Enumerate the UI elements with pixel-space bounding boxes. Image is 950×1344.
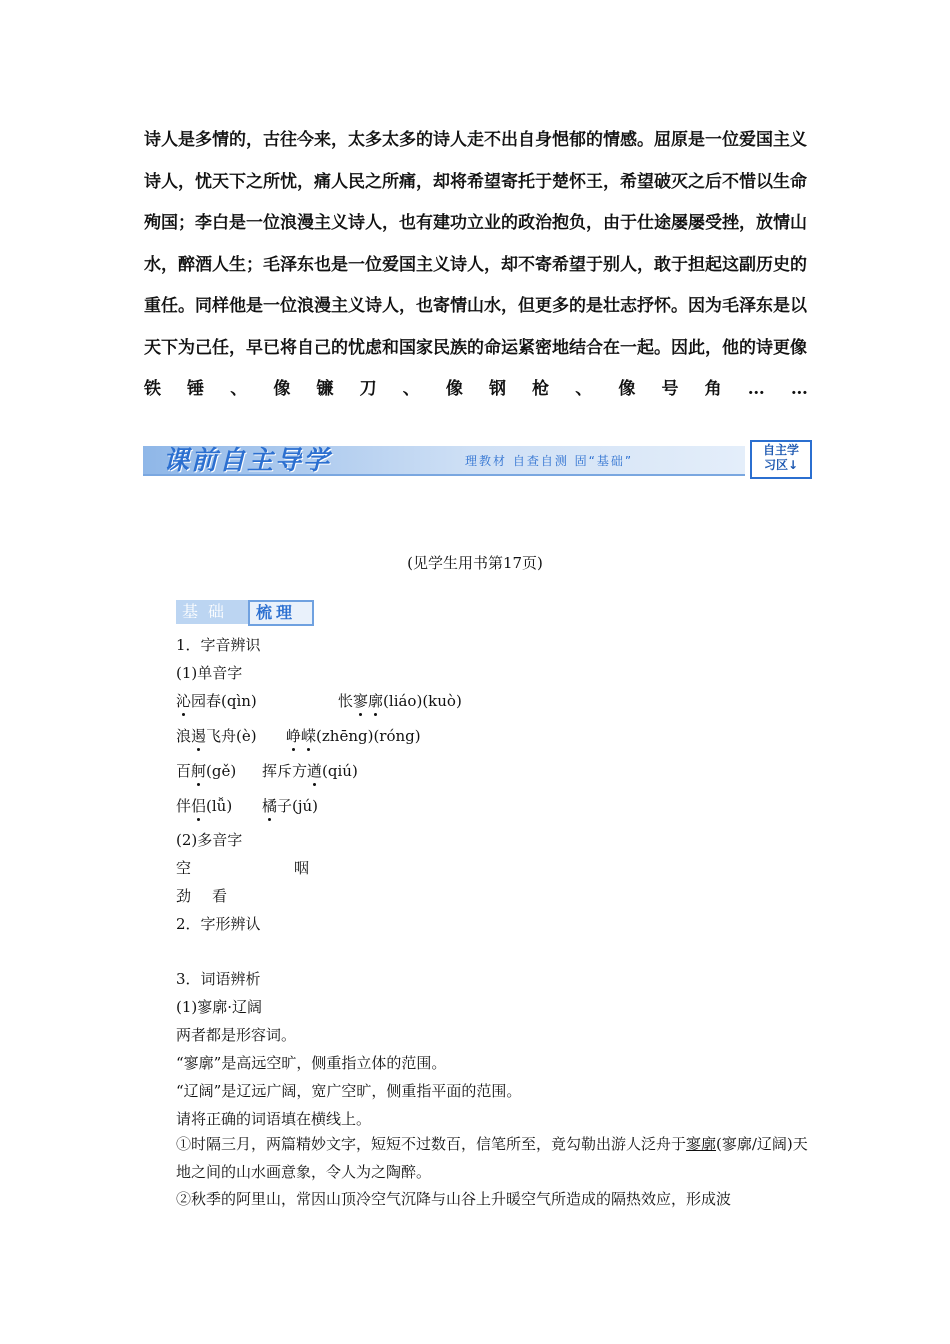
dotted-char: 橘 bbox=[262, 797, 278, 815]
text: 伴 bbox=[176, 797, 192, 815]
poly-char: 空 bbox=[176, 859, 192, 877]
pron-row bbox=[338, 690, 462, 711]
dotted-char: 寥 bbox=[353, 692, 369, 710]
text: (gě) bbox=[206, 762, 237, 780]
dotted-char: 遒 bbox=[307, 762, 323, 780]
intro-last-line bbox=[144, 369, 808, 411]
paragraph: 两者都是形容词。 bbox=[176, 1026, 297, 1044]
banner-title: 课前自主导学 bbox=[163, 446, 332, 476]
text: ①时隔三月，两篇精妙文字，短短不过数百，信笔所至，竟勾勒出游人泛舟于 bbox=[176, 1135, 687, 1153]
char: 枪 bbox=[532, 379, 550, 399]
banner-subtitle: 理教材 自查自测 固“基础” bbox=[465, 454, 634, 468]
char: 号 bbox=[661, 379, 679, 399]
text: 园春(qìn) bbox=[191, 692, 257, 710]
badge-line: 习区↓ bbox=[763, 458, 799, 472]
badge-line: 自主学 bbox=[762, 443, 799, 457]
subheading: (2)多音字 bbox=[176, 831, 243, 849]
char: 刀 bbox=[359, 379, 377, 399]
intro-line: 殉国；李白是一位浪漫主义诗人，也有建功立业的政治抱负，由于仕途屡屡受挫，放情山 bbox=[144, 213, 807, 233]
char: 、 bbox=[575, 379, 593, 399]
char: 像 bbox=[445, 379, 463, 399]
label-part1: 基础 bbox=[176, 600, 254, 624]
paragraph: “寥廓”是高远空旷，侧重指立体的范围。 bbox=[176, 1054, 447, 1072]
question-2: ②秋季的阿里山，常因山顶冷空气沉降与山谷上升暖空气所造成的隔热效应，形成波 bbox=[176, 1190, 732, 1208]
char: 像 bbox=[618, 379, 636, 399]
section-label bbox=[176, 600, 306, 626]
dotted-char: 廓 bbox=[368, 692, 384, 710]
dotted-char: 嵘 bbox=[301, 727, 317, 745]
pron-row bbox=[176, 760, 236, 781]
paragraph: “辽阔”是辽远广阔，宽广空旷，侧重指平面的范围。 bbox=[176, 1082, 522, 1100]
text: (lǚ) bbox=[206, 797, 233, 815]
pron-row bbox=[176, 795, 232, 816]
text: 怅 bbox=[338, 692, 354, 710]
paragraph: 请将正确的词语填在横线上。 bbox=[176, 1110, 372, 1128]
dotted-char: 遏 bbox=[191, 727, 207, 745]
banner-badge bbox=[750, 440, 812, 479]
text: (qiú) bbox=[322, 762, 358, 780]
char: 像 bbox=[273, 379, 291, 399]
poly-char: 劲 bbox=[176, 887, 192, 905]
poly-char: 咽 bbox=[294, 859, 310, 877]
subheading: (1)单音字 bbox=[176, 664, 243, 682]
question-1 bbox=[176, 1130, 808, 1186]
text: (zhēng)(róng) bbox=[316, 727, 421, 745]
poly-char: 看 bbox=[212, 887, 228, 905]
heading: 2．字形辨认 bbox=[176, 915, 261, 933]
pron-row bbox=[176, 690, 257, 711]
dotted-char: 侣 bbox=[191, 797, 207, 815]
heading: 3．词语辨析 bbox=[176, 970, 261, 988]
intro-line: 诗人，忧天下之所忧，痛人民之所痛，却将希望寄托于楚怀王，希望破灭之后不惜以生命 bbox=[144, 171, 807, 192]
char: 、 bbox=[402, 379, 420, 399]
text: 浪 bbox=[176, 727, 192, 745]
char: … bbox=[790, 379, 808, 399]
char: 镰 bbox=[316, 379, 334, 399]
subheading: (1)寥廓·辽阔 bbox=[176, 998, 263, 1016]
pron-row bbox=[286, 725, 421, 746]
dotted-char: 沁 bbox=[176, 692, 192, 710]
label-part2: 梳理 bbox=[248, 600, 314, 626]
intro-line: 诗人是多情的，古往今来，太多太多的诗人走不出自身悒郁的情感。屈原是一位爱国主义 bbox=[144, 130, 807, 150]
char: 角 bbox=[704, 379, 722, 399]
char: 、 bbox=[230, 379, 248, 399]
text: (liáo)(kuò) bbox=[383, 692, 462, 710]
intro-line: 天下为己任，早已将自己的忧虑和国家民族的命运紧密地结合在一起。因此，他的诗更像 bbox=[144, 337, 807, 358]
dotted-char: 峥 bbox=[286, 727, 302, 745]
intro-line: 重任。同样他是一位浪漫主义诗人，也寄情山水，但更多的是壮志抒怀。因为毛泽东是以 bbox=[144, 296, 807, 316]
text: 百 bbox=[176, 762, 192, 780]
answer: 寥廓 bbox=[686, 1135, 717, 1153]
char: 钢 bbox=[489, 379, 506, 399]
text: 子(jú) bbox=[277, 797, 319, 815]
text: 挥斥方 bbox=[262, 762, 308, 780]
heading: 1．字音辨识 bbox=[176, 636, 261, 654]
char: … bbox=[747, 379, 765, 399]
intro-paragraph bbox=[144, 120, 808, 411]
text: (寥廓/辽阔)天地之间的山水画意象，令人为之陶醉。 bbox=[176, 1135, 808, 1181]
book-reference: (见学生用书第17页) bbox=[407, 554, 543, 572]
dotted-char: 舸 bbox=[191, 762, 207, 780]
section-banner bbox=[143, 438, 813, 478]
pron-row bbox=[262, 795, 318, 816]
char: 锤 bbox=[187, 379, 205, 399]
char: 铁 bbox=[144, 379, 161, 399]
pron-row bbox=[176, 725, 257, 746]
pron-row bbox=[262, 760, 358, 781]
text: 飞舟(è) bbox=[206, 727, 257, 745]
intro-line: 水，醉酒人生；毛泽东也是一位爱国主义诗人，却不寄希望于别人，敢于担起这副历史的 bbox=[144, 254, 807, 275]
